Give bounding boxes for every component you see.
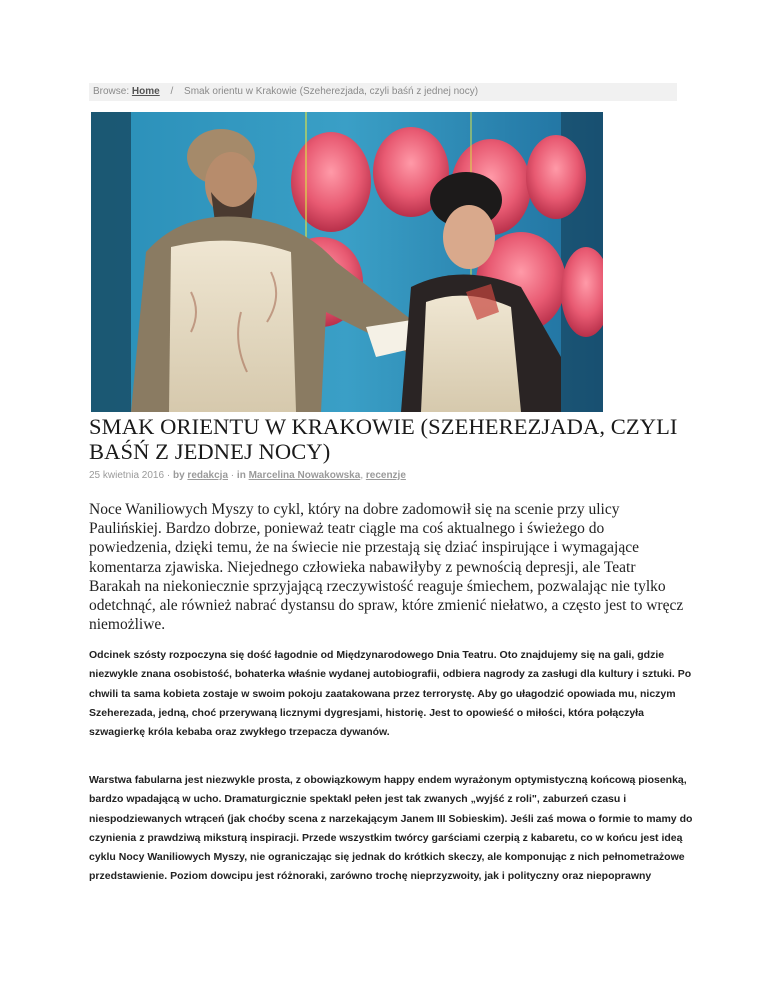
meta-dot: ·: [230, 470, 235, 481]
by-label: by: [172, 470, 185, 481]
stage-photo-illustration: [91, 112, 603, 412]
category-link-recenzje[interactable]: recenzje: [365, 470, 406, 481]
breadcrumb-current: Smak orientu w Krakowie (Szeherezjada, czyli baśń z jednej nocy): [184, 86, 479, 97]
article-paragraph-2: Warstwa fabularna jest niezwykle prosta, z obowiązkowym happy endem wyrażonym optymistyczną końcową piosenką, bardzo wpadającą w ucho. Dramaturgicznie spektakl pełen jest tak zwanych „wyjść z roli", zaburzeń czasu i niespodziewanych wtrąceń (jak choćby scena z narzekającym Janem III Sobieskim). Jeśli zaś mowa o formie to mamy do czynienia z prawdziwą miksturą inspiracji. Przede wszystkim twórcy garściami czerpią z kabaretu, co w końcu jest ideą cyklu Nocy Waniliowych Myszy, nie ograniczając się jednak do krótkich skeczy, ale komponując z nich pełnometrażowe przedstawienie. Poziom dowcipu jest różnoraki, zarówno trochę nieprzyzwoity, jak i polityczny oraz niepoprawny: [89, 774, 693, 883]
breadcrumb: [89, 83, 677, 101]
article-lead: Noce Waniliowych Myszy to cykl, który na dobre zadomowił się na scenie przy ulicy Paulińskiej. Bardzo dobrze, ponieważ teatr ciągle ma coś aktualnego i świeżego do powiedzenia, dzięki temu, że na świecie nie przestają się dziać inspirujące i wymagające komentarza zjawiska. Niejednego człowieka nabawiłyby z pewnością depresji, ale Teatr Barakah na niekoniecznie sprzyjającą rzeczywistość reaguje śmiechem, pozwalając nie tylko odetchnąć, ale również nabrać dystansu do spraw, które zmienić niełatwo, a często jest to wręcz niemożliwe.: [89, 501, 684, 634]
article-title: SMAK ORIENTU W KRAKOWIE (SZEHEREZJADA, CZYLI BAŚŃ Z JEDNEJ NOCY): [89, 414, 678, 464]
article-meta: [89, 470, 406, 481]
category-link-marcelina[interactable]: Marcelina Nowakowska: [248, 470, 361, 481]
author-link[interactable]: redakcja: [187, 470, 229, 481]
breadcrumb-separator: /: [170, 86, 174, 97]
post-date: 25 kwietnia 2016: [89, 470, 165, 481]
breadcrumb-prefix: Browse:: [93, 86, 130, 97]
article-paragraph-1: Odcinek szósty rozpoczyna się dość łagodnie od Międzynarodowego Dnia Teatru. Oto znajdujemy się na gali, gdzie niezwykle znana osobistość, bohaterka właśnie wydanej autobiografii, odbiera nagrody za zasługi dla kultury i sztuki. Po chwili ta sama kobieta zostaje w swoim pokoju zaatakowana przez terrorystę. Aby go ułagodzić opowiada mu, niczym Szeherezada, jedną, choć przerywaną licznymi dygresjami, historię. Jest to opowieść o miłości, która połączyła szwagierkę króla kebaba oraz zwykłego trzepacza dywanów.: [89, 649, 692, 739]
hero-photo: [91, 112, 603, 412]
meta-comma: ,: [360, 470, 364, 481]
breadcrumb-home-link[interactable]: Home: [131, 86, 160, 97]
meta-dot: ·: [166, 470, 171, 481]
in-label: in: [236, 470, 246, 481]
